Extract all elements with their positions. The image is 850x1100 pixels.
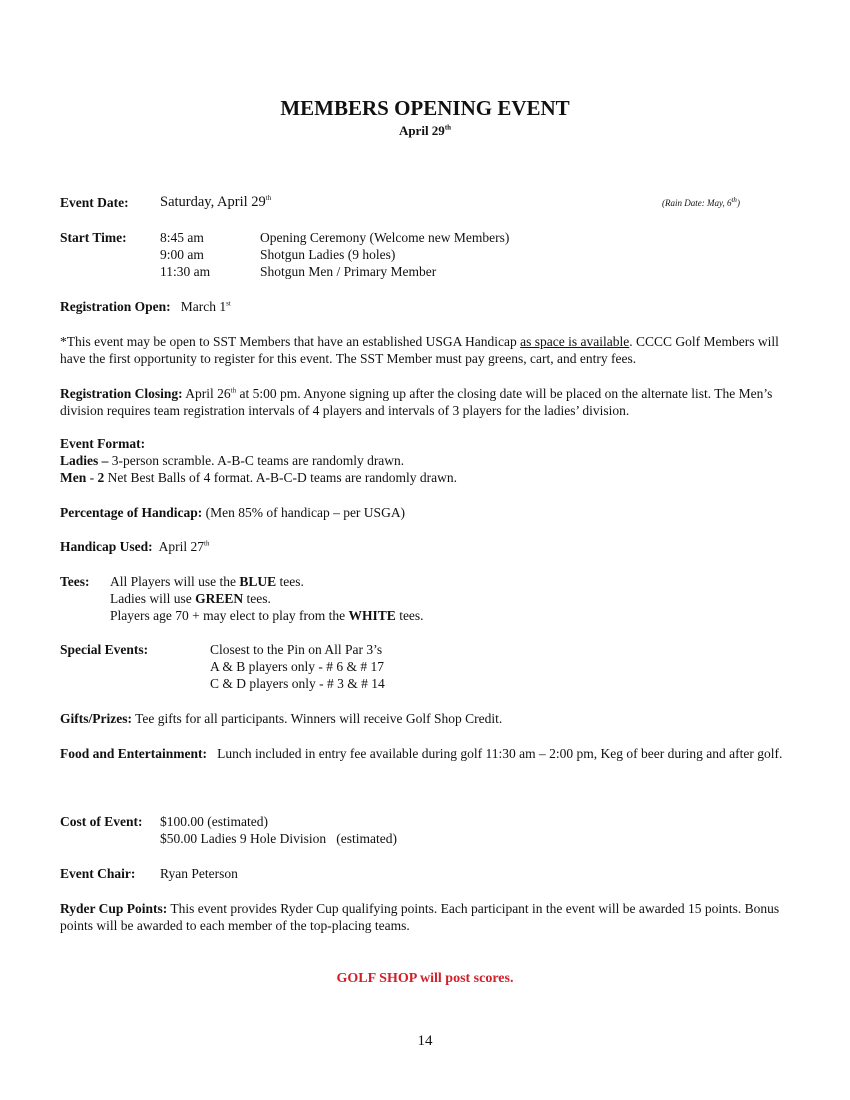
page-title: MEMBERS OPENING EVENT [280,96,570,120]
rain-date-suffix: th [731,196,737,204]
format-ladies-label: Ladies – [60,453,109,468]
format-men-num: 2 [97,470,105,485]
ryder-cup-points [60,900,800,934]
registration-open [60,299,231,315]
tees-line-1-post: tees. [276,574,304,589]
format-men-dash: - [86,470,98,485]
start-desc-3: Shotgun Men / Primary Member [260,264,437,279]
page-number: 14 [417,1033,433,1049]
tees-line-1-pre: All Players will use the [110,574,240,589]
start-time-3: 11:30 am [160,264,211,279]
rain-date [662,198,740,208]
percentage-value: (Men 85% of handicap – per USGA) [202,505,406,520]
tees-blue: BLUE [239,574,277,589]
registration-open-label: Registration Open: [60,299,171,314]
cost-line-1: $100.00 (estimated) [160,814,268,829]
start-desc-2: Shotgun Ladies (9 holes) [260,247,396,262]
special-events-label: Special Events: [60,642,149,657]
tees-white: WHITE [348,608,396,623]
event-date-label: Event Date: [60,195,129,210]
special-events-line-2: A & B players only - # 6 & # 17 [210,659,384,674]
start-time-2: 9:00 am [160,247,204,262]
gifts-prizes [60,711,502,727]
event-format-label: Event Format: [60,436,146,451]
handicap-used [60,539,210,555]
format-ladies [60,453,404,469]
tees-line-2 [110,591,271,607]
ryder-value: This event provides Ryder Cup qualifying points. Each participant in the event will be awarded 15 points. Bonus points will be awarded to each member of the top-placing teams. [60,901,780,933]
tees-line-1 [110,574,304,590]
tees-green: GREEN [195,591,244,606]
cost-line-2: $50.00 Ladies 9 Hole Division (estimated) [160,831,397,846]
start-desc-1: Opening Ceremony (Welcome new Members) [260,230,510,245]
tees-line-2-pre: Ladies will use [110,591,196,606]
sst-note-part1: *This event may be open to SST Members that have an established USGA Handicap [60,334,521,349]
registration-closing-suffix: th [230,386,237,395]
start-time-1: 8:45 am [160,230,204,245]
special-events-line-3: C & D players only - # 3 & # 14 [210,676,385,691]
sst-note [60,333,800,367]
sst-note-underlined: as space is available [520,334,630,349]
event-date-text: Saturday, April 29 [160,194,266,210]
event-date-value [160,194,271,211]
food-value: Lunch included in entry fee available during golf 11:30 am – 2:00 pm, Keg of beer during and after golf. [207,746,783,761]
golf-shop-note: GOLF SHOP will post scores. [336,971,514,986]
tees-line-2-post: tees. [243,591,271,606]
ryder-label: Ryder Cup Points: [60,901,168,916]
tees-line-3-post: tees. [395,608,424,623]
start-time-label: Start Time: [60,230,127,245]
cost-label: Cost of Event: [60,814,143,829]
registration-closing-label: Registration Closing: [60,386,183,401]
format-ladies-text: 3-person scramble. A-B-C teams are randomly drawn. [108,453,405,468]
percentage-handicap [60,505,405,521]
handicap-used-date: April 27 [152,539,205,554]
event-chair-name: Ryan Peterson [160,866,238,881]
rain-date-end: ) [736,198,740,208]
special-events-line-1: Closest to the Pin on All Par 3’s [210,642,383,657]
registration-closing-text: at 5:00 pm. Anyone signing up after the closing date will be placed on the alternate list. The Men’s division requires team registration intervals of 4 players and intervals of 3 players for the ladies’ division. [60,386,773,418]
event-chair-label: Event Chair: [60,866,136,881]
food-label: Food and Entertainment: [60,746,208,761]
handicap-used-suffix: th [204,539,210,548]
subtitle-suffix: th [444,123,452,132]
subtitle-date: April 29 [398,123,445,138]
percentage-label: Percentage of Handicap: [60,505,203,520]
tees-line-3 [110,608,424,624]
tees-line-3-pre: Players age 70 + may elect to play from the [110,608,349,623]
registration-closing [60,385,800,419]
gifts-label: Gifts/Prizes: [60,711,132,726]
format-men-label: Men [60,470,87,485]
registration-open-date: March 1 [180,299,227,314]
sst-note-part2: . CCCC Golf Members will have the first opportunity to register for this event. The SST Member must pay greens, cart, and entry fees. [60,334,779,366]
gifts-value: Tee gifts for all participants. Winners will receive Golf Shop Credit. [131,711,503,726]
event-date-suffix: th [265,194,272,203]
rain-date-text: (Rain Date: May, 6 [662,198,732,208]
registration-closing-date: April 26 [182,386,231,401]
registration-open-suffix: st [226,299,231,308]
page-subtitle [0,123,850,139]
format-men [60,470,457,486]
handicap-used-label: Handicap Used: [60,539,153,554]
tees-label: Tees: [60,574,90,589]
food-entertainment [60,745,800,762]
format-men-text: Net Best Balls of 4 format. A-B-C-D teams are randomly drawn. [104,470,458,485]
